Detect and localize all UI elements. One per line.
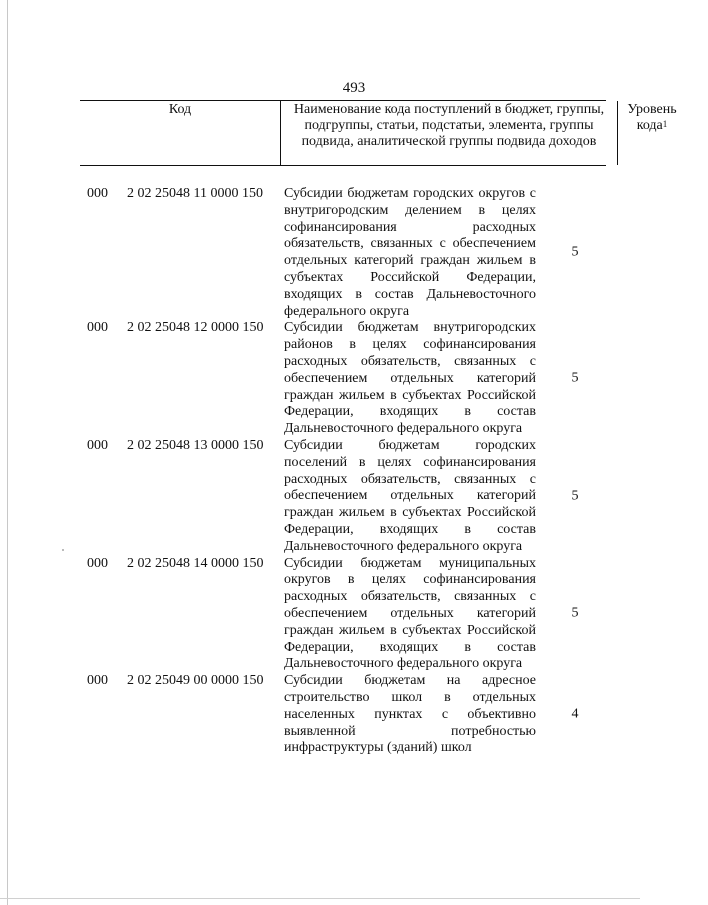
row-code: 2 02 25048 12 0000 150 [127, 320, 264, 336]
row-description: Субсидии бюджетам городских округов с внутригородским делением в целях софинансирования расходных обязательств, связанных с обеспечением отдельных категорий граждан жильем в субъектах Российской Федерации, входящих в состав Дальневосточного федерального округа [284, 186, 536, 319]
row-description: Субсидии бюджетам городских поселений в целях софинансирования расходных обязательств, связанных с обеспечением отдельных категорий граждан жильем в субъектах Российской Федерации, входящих в состав Дальневосточного федерального округа [284, 437, 536, 554]
table-header [80, 100, 677, 166]
page-edge-bottom [0, 898, 640, 899]
row-code: 2 02 25049 00 0000 150 [127, 673, 264, 689]
row-code-prefix: 000 [87, 437, 108, 453]
row-description: Субсидии бюджетам муниципальных округов в целях софинансирования расходных обязательств, связанных с обеспечением отдельных категорий граждан жильем в субъектах Российской Федерации, входящих в состав Дальневосточного федерального округа [284, 555, 536, 672]
table-row [0, 556, 640, 674]
row-description: Субсидии бюджетам на адресное строительство школ в отдельных населенных пунктах с объективно выявленной потребностью инфраструктуры (зданий) школ [284, 673, 536, 756]
row-code-prefix: 000 [87, 555, 108, 571]
table-row [0, 186, 640, 320]
row-code-prefix: 000 [87, 673, 108, 689]
table-body [0, 186, 640, 757]
row-description: Субсидии бюджетам внутригородских районов в целях софинансирования расходных обязательств, связанных с обеспечением отдельных категорий граждан жильем в субъектах Российской Федерации, входящих в состав Дальневосточного федерального округа [284, 320, 536, 437]
table-row [0, 320, 640, 438]
row-code-prefix: 000 [87, 186, 108, 201]
header-name: Наименование кода поступлений в бюджет, группы, подгруппы, статьи, подстатьи, элемента, группы подвида, аналитической группы подвида доходов [280, 101, 618, 165]
row-code-prefix: 000 [87, 320, 108, 336]
table-row [0, 673, 640, 757]
row-code: 2 02 25048 13 0000 150 [127, 437, 264, 453]
row-level: 5 [571, 370, 579, 386]
header-code: Код [168, 102, 192, 117]
row-level: 5 [571, 605, 579, 621]
footnote-marker: 1 [662, 119, 668, 129]
header-level-label: Уровень кода [627, 102, 677, 133]
table-row [0, 438, 640, 556]
row-level: 5 [571, 488, 579, 504]
row-level: 4 [571, 706, 579, 722]
row-code: 2 02 25048 14 0000 150 [127, 555, 264, 571]
row-level: 5 [571, 244, 579, 260]
page-number: 493 [342, 80, 366, 96]
row-code: 2 02 25048 11 0000 150 [127, 186, 263, 201]
header-level [618, 101, 686, 165]
